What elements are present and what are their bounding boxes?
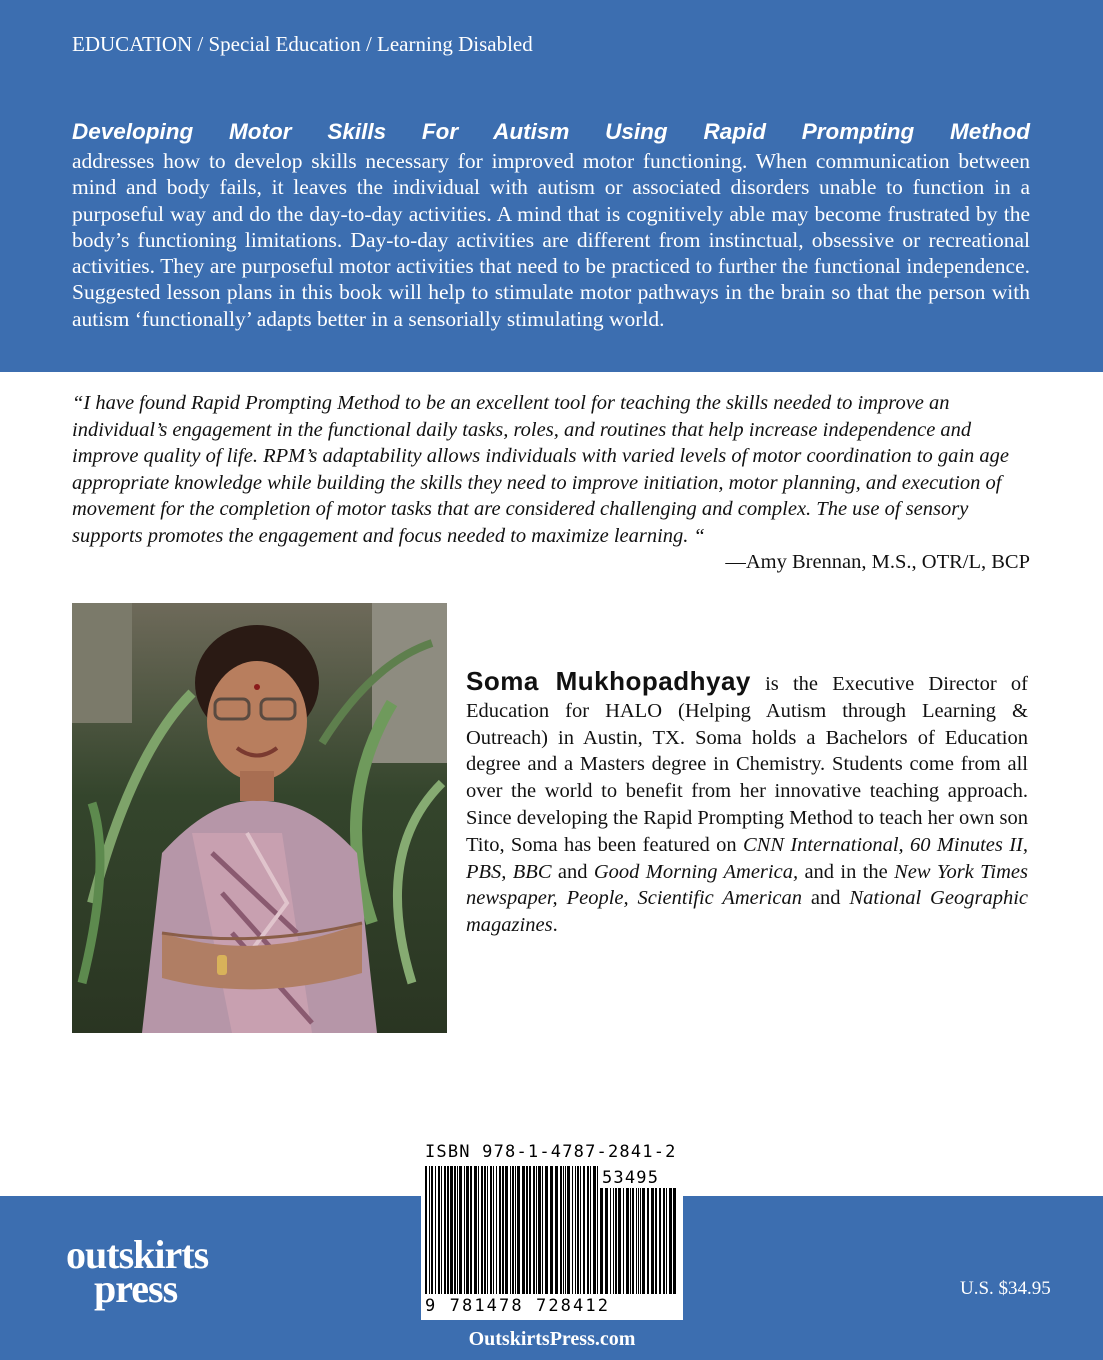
author-photo — [72, 603, 447, 1033]
barcode-bar — [438, 1166, 440, 1294]
barcode-bar — [583, 1166, 585, 1294]
publisher-logo — [66, 1232, 236, 1311]
testimonial-text: “I have found Rapid Prompting Method to be an excellent tool for teaching the skills needed to improve an individual’s engagement in the functional daily tasks, roles, and routines that help increase independence and improve quality of life. RPM’s adaptability allows individuals with varied levels of motor coordination to gain age appropriate knowledge while building the skills they need to improve initiation, motor planning, and execution of movement for the completion of motor tasks that are considered challenging and complex. The use of sensory supports promotes the engagement and focus needed to maximize learning. “ — [72, 392, 1010, 547]
barcode-bar — [478, 1166, 479, 1294]
barcode-bar — [490, 1166, 492, 1294]
bio-media-2: Good Morning America, — [593, 860, 799, 883]
ean-barcode — [425, 1166, 600, 1296]
barcode-bar — [651, 1188, 654, 1294]
author-name: Soma Mukhopadhyay — [466, 666, 751, 696]
barcode-bar — [470, 1166, 472, 1294]
barcode-bar — [636, 1188, 637, 1294]
barcode-bar — [550, 1166, 553, 1294]
barcode-bar — [496, 1166, 497, 1294]
bio-text-3: and in the — [798, 860, 895, 883]
barcode-bar — [580, 1166, 581, 1294]
barcode-bar — [618, 1188, 621, 1294]
barcode-bar — [499, 1166, 501, 1294]
barcode-bar — [429, 1166, 430, 1294]
barcode-bar — [505, 1166, 508, 1294]
barcode-bar — [666, 1188, 667, 1294]
barcode-bar — [572, 1166, 573, 1294]
bio-text-4: and — [802, 887, 850, 910]
barcode-bar — [529, 1166, 531, 1294]
barcode-bar — [647, 1188, 649, 1294]
barcode-bar — [593, 1166, 596, 1294]
barcode-bar — [669, 1188, 672, 1294]
testimonial-author: —Amy Brennan, M.S., OTR/L, BCP — [725, 551, 1030, 573]
barcode-bar — [638, 1188, 639, 1294]
logo-text-bottom: press — [94, 1266, 178, 1311]
barcode-bar — [610, 1188, 611, 1294]
price-code-label: 53495 — [602, 1168, 660, 1188]
barcode-bar — [623, 1188, 624, 1294]
barcode-bar — [632, 1188, 634, 1294]
barcode-bar — [441, 1166, 442, 1294]
barcode-bar — [630, 1188, 631, 1294]
barcode-bar — [577, 1166, 579, 1294]
logo-text-top: outskirts — [66, 1232, 209, 1277]
isbn-label: ISBN 978-1-4787-2841-2 — [425, 1142, 677, 1162]
bio-media-3: New York Times newspaper, People, Scientific American — [466, 860, 1028, 910]
barcode-bar — [459, 1166, 462, 1294]
barcode-bar — [640, 1188, 641, 1294]
barcode-bar — [493, 1166, 494, 1294]
bio-text-5: . — [552, 914, 558, 937]
barcode-bar — [454, 1166, 456, 1294]
barcode-bar — [526, 1166, 528, 1294]
barcode-bar — [626, 1188, 629, 1294]
author-portrait-illustration — [72, 603, 447, 1033]
barcode-bar — [597, 1166, 598, 1294]
testimonial — [72, 390, 1030, 576]
barcode-bar — [512, 1166, 514, 1294]
barcode-bar — [435, 1166, 436, 1294]
bio-media-1: CNN International, 60 Minutes II, PBS, BBC — [466, 833, 1029, 883]
barcode-bar — [466, 1166, 469, 1294]
barcode-bar — [659, 1188, 661, 1294]
barcode-bar — [522, 1166, 525, 1294]
barcode-bar — [563, 1166, 564, 1294]
barcode-bar — [450, 1166, 453, 1294]
barcode-bar — [536, 1166, 537, 1294]
barcode-bar — [613, 1188, 614, 1294]
barcode-bar — [444, 1166, 446, 1294]
barcode-bar — [447, 1166, 449, 1294]
barcode-bar — [517, 1166, 520, 1294]
barcode-bar — [425, 1166, 427, 1294]
ean-label: 9 781478 728412 — [425, 1296, 611, 1316]
bio-text-1: is the Executive Director of Education for HALO (Helping Autism through Learning & Outreach) in Austin, TX. Soma holds a Bachelors of Education degree and a Masters degree in Chemistry. Students come from all over the world to benefit from her innovative teaching approach. Since developing the Rapid Prompting Method to teach her own son Tito, Soma has been featured on — [466, 673, 1028, 856]
barcode-bar — [457, 1166, 458, 1294]
barcode-bar — [484, 1166, 486, 1294]
barcode-bar — [464, 1166, 465, 1294]
bio-media-4: National Geographic magazines — [466, 887, 1028, 937]
barcode-bar — [587, 1166, 589, 1294]
barcode-bar — [615, 1188, 617, 1294]
publisher-website[interactable]: OutskirtsPress.com — [468, 1328, 636, 1350]
barcode-bar — [431, 1166, 433, 1294]
barcode-bar — [515, 1166, 516, 1294]
barcode-bar — [510, 1166, 511, 1294]
barcode-bar — [663, 1188, 665, 1294]
barcode-bar — [642, 1188, 645, 1294]
book-title: Developing Motor Skills For Autism Using Rapid Prompting Method — [72, 119, 1030, 144]
barcode-bar — [600, 1188, 603, 1294]
barcode-bar — [542, 1166, 543, 1294]
barcode-bar — [538, 1166, 541, 1294]
barcode-bar — [590, 1166, 591, 1294]
barcode-bar — [565, 1166, 566, 1294]
category-label: EDUCATION / Special Education / Learning Disabled — [72, 32, 533, 56]
bio-text-2: and — [551, 860, 594, 883]
barcode-bar — [555, 1166, 558, 1294]
top-band — [0, 0, 1103, 372]
barcode-bar — [533, 1166, 535, 1294]
barcode-bar — [567, 1166, 570, 1294]
price-label: U.S. $34.95 — [960, 1278, 1051, 1299]
barcode-bar — [487, 1166, 488, 1294]
barcode-bar — [502, 1166, 504, 1294]
barcode-bar — [560, 1166, 562, 1294]
barcode-bar — [673, 1188, 676, 1294]
barcode-bar — [545, 1166, 548, 1294]
barcode-bar — [575, 1166, 576, 1294]
barcode-bar — [474, 1166, 477, 1294]
book-description — [72, 116, 1030, 332]
price-addon-barcode — [600, 1188, 678, 1296]
barcode-bar — [655, 1188, 657, 1294]
barcode-bar — [605, 1188, 608, 1294]
book-description-text: addresses how to develop skills necessary for improved motor functioning. When communication between mind and body fails, it leaves the individual with autism or associated disorders unable to function in a purposeful way and do the day-to-day activities. A mind that is cognitively able may become frustrated by the body’s functioning limitations. Day-to-day activities are different from instinctual, obsessive or recreational activities. They are purposeful motor activities that need to be practiced to further the functional independence. Suggested lesson plans in this book will help to stimulate motor pathways in the brain so that the person with autism ‘functionally’ adapts better in a sensorially stimulating world. — [72, 149, 1030, 331]
author-bio — [466, 668, 1028, 939]
barcode-bar — [481, 1166, 483, 1294]
